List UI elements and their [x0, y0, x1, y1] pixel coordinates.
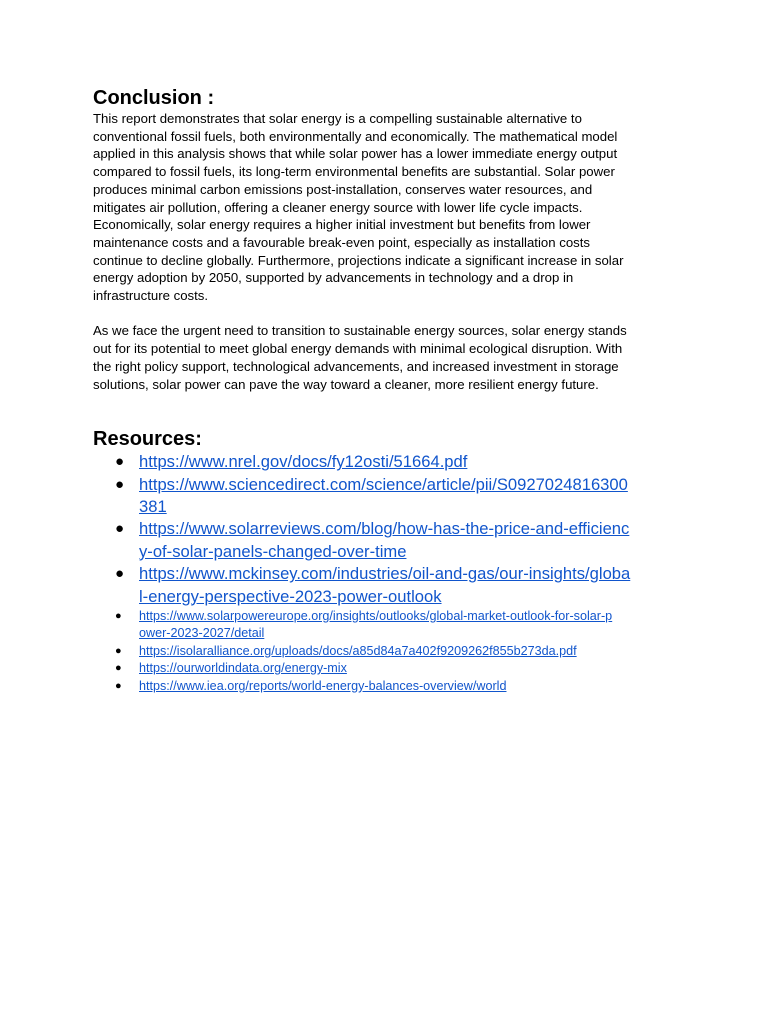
paragraph-line: As we face the urgent need to transition to sustainable energy sources, solar energy stands	[93, 323, 627, 339]
paragraph-line: This report demonstrates that solar energy is a compelling sustainable alternative to	[93, 111, 582, 126]
list-item	[93, 451, 683, 473]
list-item	[93, 643, 683, 660]
resource-link[interactable]: https://ourworldindata.org/energy-mix	[139, 661, 347, 676]
paragraph-line: compared to fossil fuels, its long-term environmental benefits are substantial. Solar power	[93, 164, 615, 180]
resource-link[interactable]: https://isolaralliance.org/uploads/docs/a85d84a7a402f9209262f855b273da.pdf	[139, 643, 577, 658]
paragraph-line: conventional fossil fuels, both environmentally and economically. The mathematical model	[93, 128, 618, 144]
list-item	[93, 608, 683, 643]
document-page	[93, 86, 683, 695]
bullet-icon: ●	[115, 565, 125, 583]
resource-link[interactable]: https://www.iea.org/reports/world-energy-balances-overview/world	[139, 678, 507, 693]
conclusion-paragraph-2	[93, 322, 683, 393]
resources-heading: Resources:	[93, 428, 202, 451]
list-item	[93, 474, 683, 519]
conclusion-heading: Conclusion :	[93, 87, 215, 109]
paragraph-line: produces minimal carbon emissions post-installation, conserves water resources, and	[93, 181, 593, 197]
resource-link[interactable]: https://www.nrel.gov/docs/fy12osti/51664.pdf	[139, 452, 468, 472]
list-item	[93, 563, 683, 608]
paragraph-line: solutions, solar power can pave the way toward a cleaner, more resilient energy future.	[93, 376, 599, 392]
list-item	[93, 678, 683, 695]
paragraph-line: maintenance costs and a favourable break-even point, especially as installation costs	[93, 234, 591, 250]
paragraph-line: applied in this analysis shows that while solar power has a lower immediate energy output	[93, 146, 618, 162]
bullet-icon: ●	[115, 644, 122, 657]
list-item	[93, 660, 683, 677]
bullet-icon: ●	[115, 520, 125, 538]
bullet-icon: ●	[115, 662, 122, 675]
resource-link[interactable]: https://www.sciencedirect.com/science/article/pii/S0927024816300 381	[139, 474, 628, 517]
paragraph-line: energy adoption by 2050, supported by advancements in technology and a drop in	[93, 270, 574, 286]
resource-link[interactable]: https://www.solarpowereurope.org/insights/outlooks/global-market-outlook-for-solar-p ower-2023-2027/detail	[139, 609, 613, 641]
resources-list	[93, 451, 683, 695]
bullet-icon: ●	[115, 475, 125, 493]
paragraph-line: the right policy support, technological advancements, and increased investment in storage	[93, 358, 619, 374]
paragraph-line: continue to decline globally. Furthermore, projections indicate a significant increase in solar	[93, 252, 624, 268]
bullet-icon: ●	[115, 453, 125, 471]
paragraph-line: mitigates air pollution, offering a cleaner energy source with lower life cycle impacts.	[93, 199, 583, 215]
paragraph-line: infrastructure costs.	[93, 288, 209, 304]
bullet-icon: ●	[115, 679, 122, 692]
paragraph-line: out for its potential to meet global energy demands with minimal ecological disruption. With	[93, 341, 623, 357]
list-item	[93, 518, 683, 563]
resource-link[interactable]: https://www.solarreviews.com/blog/how-has-the-price-and-efficienc y-of-solar-panels-changed-over-time	[139, 519, 630, 561]
resource-link[interactable]: https://www.mckinsey.com/industries/oil-and-gas/our-insights/globa l-energy-perspective-2023-power-outlook	[139, 564, 631, 606]
conclusion-paragraph-1	[93, 110, 683, 305]
bullet-icon: ●	[115, 610, 122, 623]
paragraph-line: Economically, solar energy requires a higher initial investment but benefits from lower	[93, 217, 591, 233]
